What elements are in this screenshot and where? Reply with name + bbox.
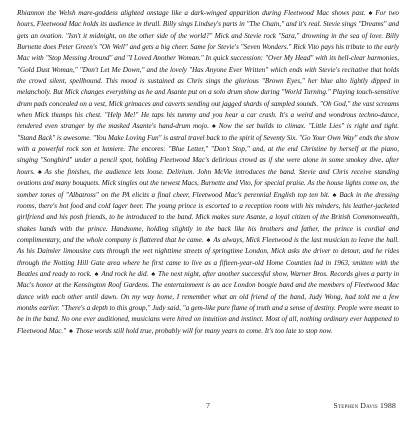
- text-segment: As always, Mick Fleetwood is the last musician to leave the hall. As his Daimler limousine cuts through the wet nighttime streets of springtime London, Mick asks the driver to detour, and he rides through the Notting Hill Gate area where he first came to live as a fifteen-year-old Home Counties lad in 1963, smitten with the Beatles and ready to rock.: [17, 235, 399, 278]
- text-segment: The next night, after another successful show, Warner Bros. Records gives a party in Mac's honor at the Kensington Roof Gardens. The entertainment is an ace London boogie band and the members of Fleetwood Mac dance with each other until dawn. On my way home, I remember what an old friend of the band, Judy Wong, had told me a few months earlier. "There's a depth to this group," Judy said, "a gem-like pure flame of truth and a sense of destiny. People were meant to be in the band. No one ever auditioned, musicians were hired on intuition and instinct. Most of all, nothing ordinary ever happened to Fleetwood Mac.": [17, 269, 399, 335]
- spade-icon: ♠: [332, 190, 337, 199]
- text-segment: Those words still hold true, probably will for many years to come. It's too late to stop now.: [75, 326, 333, 335]
- spade-icon: ♠: [69, 326, 73, 335]
- text-segment: Back in the dressing rooms, there's hot food and cold lager beer. The young prince is escorted to a reception room with his minders, his leather-jacketed girlfriend and his posh friends, to be introduced to the band. Mick makes sure Asante, a loyal citizen of the British Commonwealth, shakes hands with the prince. Handsome, holding slightly in the back like his brothers and father, the prince is cordial and complimentary, and the whole company is flattered that he came.: [17, 190, 399, 244]
- text-segment: Now the set builds to climax. "Little Lies" is right and tight. "Stand Back" is awesome. "You Make Loving Fun" is astral travel back to the spirit of Seventy Six. "Go Your Own Way" ends the show with a powerful rock son et lumiere. The encores: "Blue Letter," "Don't Stop," and, at the end Christine by herself at the piano, singing "Songbird" under a pencil spot, holding Fleetwood Mac's delirious crowd as if she were alone in some smokey dive, after hours.: [17, 122, 399, 176]
- spade-icon: ♠: [151, 269, 156, 278]
- text-segment: As she finishes, the audience lets loose. Delirium. John McVie introduces the band. Stevie and Chris receive standing ovations and many bouquets. Mick singles out the newest Macs, Burnette and Vito, for special praise. As the house lights come on, the somber tones of "Albatross" on the PA elicits a final cheer, Fleetwood Mac's perennial English top ten hit.: [17, 167, 399, 199]
- spade-icon: ♠: [211, 122, 216, 131]
- spade-icon: ♠: [368, 9, 373, 17]
- spade-icon: ♠: [206, 235, 211, 244]
- body-text: [17, 8, 399, 337]
- text-segment: Rhiannon the Welsh mare-goddess alighted onstage like a dark-winged apparition during Fleetwood Mac shows past.: [17, 9, 366, 17]
- spade-icon: ♠: [94, 269, 99, 278]
- text-segment: For two hours, Fleetwood Mac holds its audience in thrall. Billy sings Lindsey's parts in "The Chain," and it's real. Stevie sings "Dreams" and gets an ovation. "Isn't it midnight, on the other side of the world?" Mick and Stevie rock "Sara," drowning in the sea of love. Billy Burnette does Peter Green's "Oh Well" and gets a big cheer. Same for Stevie's "Seven Wonders." Rick Vito pays his tribute to the early Mac with "Stop Messing Around" and "I Loved Another Woman." In quick succession: "Over My Head" with its bell-clear harmonies, "Gold Dust Woman," "Don't Let Me Down," and the lovely "Has Anyone Ever Written" which ends with Stevie's recitative that holds the crowd silent, spellbound. This mood is sustained as Chris sings the glorious "Brown Eyes," her blue alto lightly dipped in melancholy. But Mick changes everything as he and Asante put on a solo drum show during "World Turning." Playing touch-sensitive drum pads concealed on a vest, Mick grimaces and caverts sending out jagged shards of sampled sounds. "Oh God," the vast screams when Mick thumps his chest. "Help Me!" He taps his tummy and you hear a car crash. It's a weird and wondrous techno-dance, rendered even stranger by the masked Asante's hand-drum mojo.: [17, 9, 399, 131]
- text-segment: And rock he did.: [101, 269, 149, 278]
- page-number: 7: [206, 401, 210, 410]
- spade-icon: ♠: [37, 167, 42, 176]
- author-signature: Stephen Davis 1988: [333, 401, 396, 410]
